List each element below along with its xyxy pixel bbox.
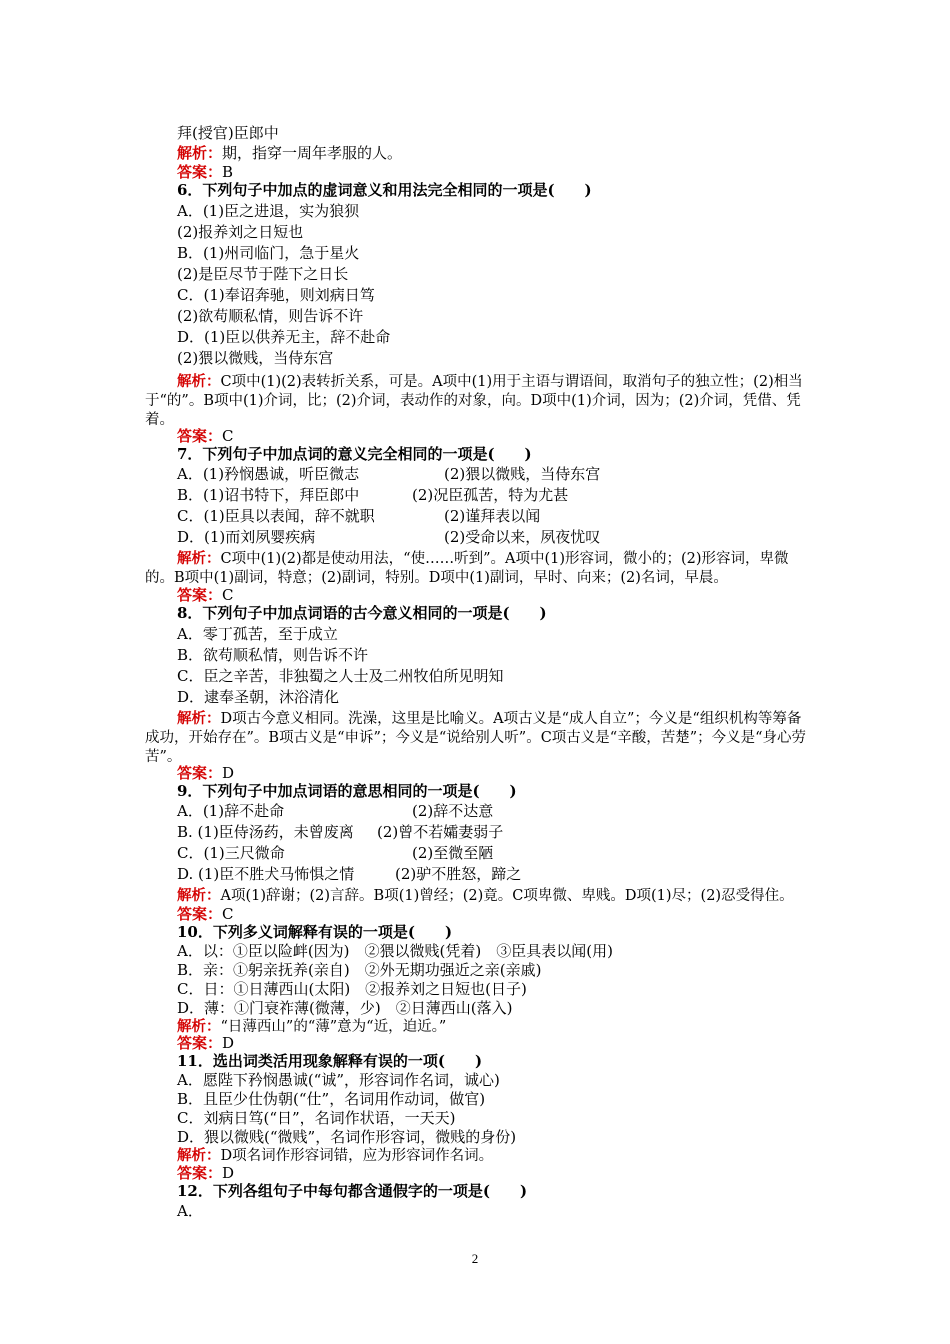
option-6d-1: D．(1)臣以供养无主，辞不赴命: [177, 328, 391, 346]
option-9c: [177, 844, 494, 863]
answer-label: 答案：: [177, 427, 223, 445]
option-7b-2: (2)况臣孤苦，特为尤甚: [412, 486, 569, 504]
option-8a: A．零丁孤苦，至于成立: [177, 625, 338, 643]
analysis-11: [177, 1146, 493, 1166]
option-6b-1: B．(1)州司临门，急于星火: [177, 244, 360, 262]
option-7a-2: (2)猥以微贱，当侍东宫: [444, 465, 601, 483]
analysis-7: [145, 549, 811, 588]
option-6a-1: A．(1)臣之进退，实为狼狈: [177, 202, 360, 220]
option-7d-2: (2)受命以来，夙夜忧叹: [444, 528, 601, 546]
option-11b: B．且臣少仕伪朝(“仕”，名词用作动词，做官): [177, 1090, 486, 1108]
question-7: 7．下列句子中加点词的意义完全相同的一项是( ): [177, 445, 532, 463]
option-7c-1: C．(1)臣具以表闻，辞不就职: [177, 507, 375, 525]
analysis-text: 期，指穿一周年孝服的人。: [222, 144, 403, 162]
answer-10: [177, 1034, 234, 1053]
option-9d-1: D. (1)臣不胜犬马怖惧之情: [177, 865, 355, 883]
option-9a-1: A．(1)辞不赴命: [177, 802, 285, 820]
analysis-text: C项中(1)(2)都是使动用法，“使……听到”。A项中(1)形容词，微小的；(2)形容词，卑微的。B项中(1)副词，特意；(2)副词，特别。D项中(1)副词，早时、向来；(2)名词，早晨。: [145, 551, 789, 586]
answer-text: D: [222, 1034, 235, 1052]
analysis-text: D项古今意义相同。洗澡，这里是比喻义。A项古义是“成人自立”；今义是“组织机构等筹备成功，开始存在”。B项古义是“申诉”；今义是“说给别人听”。C项古义是“辛酸，苦楚”；今义是“身心劳苦”。: [145, 711, 807, 765]
answer-label: 答案：: [177, 905, 223, 923]
option-6d-2: (2)猥以微贱，当侍东宫: [177, 349, 334, 367]
analysis-text: C项中(1)(2)表转折关系，可是。A项中(1)用于主语与谓语间，取消句子的独立性；(2)相当于“的”。B项中(1)介词，比；(2)介词，表动作的对象，向。D项中(1)介词，因为；(2)介词，凭借、凭着。: [145, 374, 803, 428]
option-9a-2: (2)辞不达意: [412, 802, 494, 820]
option-12a: A．: [177, 1202, 203, 1220]
option-6c-1: C．(1)奉诏奔驰，则刘病日笃: [177, 286, 375, 304]
option-7c: [177, 507, 541, 526]
page-number: 2: [471, 1251, 479, 1266]
option-7c-2: (2)谨拜表以闻: [444, 507, 541, 525]
answer-11: [177, 1164, 234, 1183]
analysis-9: [177, 886, 794, 906]
option-9c-1: C．(1)三尺微命: [177, 844, 285, 862]
question-6: 6．下列句子中加点的虚词意义和用法完全相同的一项是( ): [177, 181, 592, 199]
option-9a: [177, 802, 494, 821]
analysis-label: 解析：: [177, 1147, 221, 1164]
answer-text: C: [222, 586, 234, 604]
option-7a: [177, 465, 601, 484]
analysis-label: 解析：: [177, 550, 221, 567]
option-9b-1: B. (1)臣侍汤药，未曾废离: [177, 823, 354, 841]
answer-text: B: [222, 163, 234, 181]
analysis-label: 解析：: [177, 1018, 221, 1035]
option-7b: [177, 486, 569, 505]
text-line: 拜(授官)臣郎中: [177, 124, 279, 142]
option-7a-1: A．(1)矜悯愚诚，听臣微志: [177, 465, 360, 483]
analysis-label: 解析：: [177, 373, 221, 390]
answer-label: 答案：: [177, 163, 223, 181]
answer-label: 答案：: [177, 764, 223, 782]
option-9d-2: (2)驴不胜怒，蹄之: [395, 865, 522, 883]
option-10b: B．亲：①躬亲抚养(亲自) ②外无期功强近之亲(亲戚): [177, 961, 542, 979]
answer-text: D: [222, 764, 235, 782]
option-9b: [177, 823, 504, 842]
option-10d: D．薄：①门衰祚薄(微薄，少) ②日薄西山(落入): [177, 999, 513, 1017]
option-10a: A．以：①臣以险衅(因为) ②猥以微贱(凭着) ③臣具表以闻(用): [177, 942, 613, 960]
analysis-6: [145, 372, 811, 430]
answer-label: 答案：: [177, 586, 223, 604]
option-8c: C．臣之辛苦，非独蜀之人士及二州牧伯所见明知: [177, 667, 504, 685]
option-6b-2: (2)是臣尽节于陛下之日长: [177, 265, 349, 283]
option-11d: D．猥以微贱(“微贱”，名词作形容词，微贱的身份): [177, 1128, 517, 1146]
option-10c: C．日：①日薄西山(太阳) ②报养刘之日短也(日子): [177, 980, 527, 998]
question-10: 10．下列多义词解释有误的一项是( ): [177, 923, 453, 941]
answer-7: [177, 586, 234, 605]
question-9: 9．下列句子中加点词语的意思相同的一项是( ): [177, 782, 517, 800]
option-7b-1: B．(1)诏书特下，拜臣郎中: [177, 486, 360, 504]
answer-label: 答案：: [177, 1034, 223, 1052]
option-9c-2: (2)至微至陋: [412, 844, 494, 862]
option-11c: C．刘病日笃(“日”，名词作状语，一天天): [177, 1109, 456, 1127]
option-7d-1: D．(1)而刘夙婴疾病: [177, 528, 316, 546]
option-6c-2: (2)欲苟顺私情，则告诉不许: [177, 307, 364, 325]
answer-6: [177, 427, 234, 446]
answer-text: D: [222, 1164, 235, 1182]
analysis-8: [145, 709, 811, 767]
option-6a-2: (2)报养刘之日短也: [177, 223, 304, 241]
answer-label: 答案：: [177, 1164, 223, 1182]
question-11: 11．选出词类活用现象解释有误的一项( ): [177, 1052, 483, 1070]
option-9b-2: (2)曾不若孀妻弱子: [377, 823, 504, 841]
analysis-text: D项名词作形容词错，应为形容词作名词。: [220, 1148, 494, 1164]
analysis-text: A项(1)辞谢；(2)言辞。B项(1)曾经；(2)竟。C项卑微、卑贱。D项(1)尽；(2)忍受得住。: [220, 888, 794, 904]
question-12: 12．下列各组句子中每句都含通假字的一项是( ): [177, 1182, 528, 1200]
analysis-label: 解析：: [177, 144, 223, 162]
option-11a: A．愿陛下矜悯愚诚(“诚”，形容词作名词，诚心): [177, 1071, 500, 1089]
question-8: 8．下列句子中加点词语的古今意义相同的一项是( ): [177, 604, 547, 622]
analysis-line: [177, 144, 402, 163]
answer-8: [177, 764, 234, 783]
answer-text: C: [222, 427, 234, 445]
answer-9: [177, 905, 234, 924]
option-8b: B．欲苟顺私情，则告诉不许: [177, 646, 369, 664]
analysis-label: 解析：: [177, 710, 221, 727]
answer-line: [177, 163, 233, 182]
analysis-label: 解析：: [177, 887, 221, 904]
analysis-text: “日薄西山”的“薄”意为“近，迫近。”: [220, 1019, 447, 1035]
answer-text: C: [222, 905, 234, 923]
option-8d: D．逮奉圣朝，沐浴清化: [177, 688, 340, 706]
option-7d: [177, 528, 601, 547]
option-9d: [177, 865, 522, 884]
